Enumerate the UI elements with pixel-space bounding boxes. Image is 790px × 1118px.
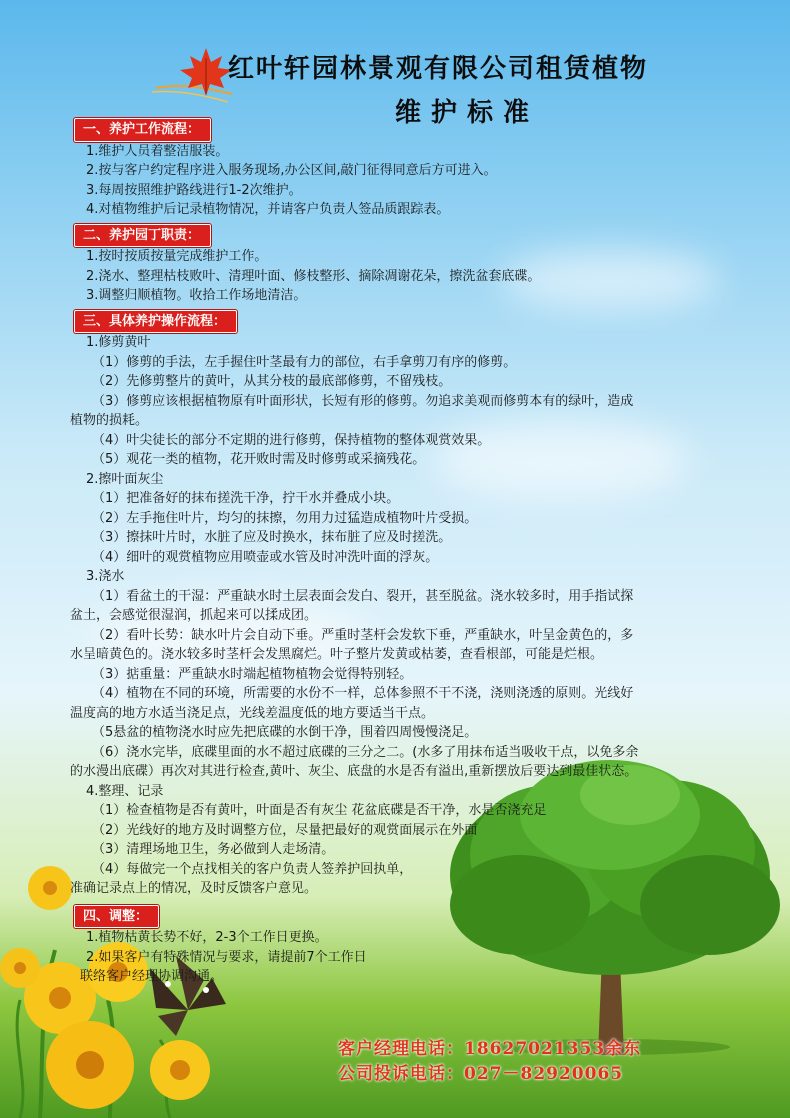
line-continuation: 的水漫出底碟）再次对其进行检查,黄叶、灰尘、底盘的水是否有溢出,重新摆放后要达到最佳状态。 [70, 764, 638, 779]
flower [28, 866, 72, 910]
section-workflow [70, 118, 730, 220]
list-item: 1.植物枯黄长势不好，2-3个工作日更换。 [86, 930, 328, 945]
procedure-heading: 4.整理、记录 [86, 783, 164, 799]
list-item: 1.按时按质按量完成维护工作。 [86, 249, 268, 264]
procedure-step: （2）先修剪整片的黄叶，从其分枝的最底部修剪，不留残枝。 [92, 374, 452, 389]
document-body [70, 118, 730, 991]
procedure-step: （5悬盆的植物浇水时应先把底碟的水倒干净，围着四周慢慢浇足。 [92, 725, 478, 740]
procedure-heading: 2.擦叶面灰尘 [86, 471, 164, 487]
flower [46, 1021, 134, 1109]
procedure-step: （4）每做完一个点找相关的客户负责人签养护回执单， [92, 861, 413, 877]
maple-leaf-logo-icon [148, 44, 238, 104]
list-item: 1.维护人员着整洁服装。 [86, 143, 229, 159]
procedure-step: （1）看盆土的干湿：严重缺水时土层表面会发白、裂开，甚至脱盆。浇水较多时，用手指试探 [92, 588, 634, 604]
procedure-step: （2）左手拖住叶片，均匀的抹擦，勿用力过猛造成植物叶片受损。 [92, 510, 478, 526]
procedure-step: （3）擦抹叶片时，水脏了应及时换水，抹布脏了应及时搓洗。 [92, 530, 452, 545]
procedure-step: （4）叶尖徒长的部分不定期的进行修剪，保持植物的整体观赏效果。 [92, 432, 491, 448]
list-item: 2.如果客户有特殊情况与要求，请提前7个工作日 [86, 949, 367, 965]
list-item-continuation: 联络客户经理协调沟通。 [80, 969, 224, 984]
procedure-step: （1）修剪的手法，左手握住叶茎最有力的部位，右手拿剪刀有序的修剪。 [92, 354, 517, 370]
procedure-step: （5）观花一类的植物，花开败时需及时修剪或采摘残花。 [92, 452, 426, 467]
procedure-step: （3）掂重量：严重缺水时端起植物植物会觉得特别轻。 [92, 666, 413, 682]
list-item: 3.调整归顺植物。收拾工作场地清洁。 [86, 288, 307, 303]
procedure-step: （6）浇水完毕，底碟里面的水不超过底碟的三分之二。(水多了用抹布适当吸收干点，以免多余 [92, 744, 639, 760]
line-continuation: 温度高的地方水适当浇足点，光线差温度低的地方要适当干点。 [70, 705, 435, 721]
complaint-phone: 公司投诉电话：027－82920065 [338, 1064, 624, 1084]
procedure-heading: 3.浇水 [86, 569, 125, 584]
procedure-step: （3）修剪应该根据植物原有叶面形状，长短有形的修剪。勿追求美观而修剪本有的绿叶，造成 [92, 393, 634, 409]
manager-phone: 客户经理电话：18627021353余东 [338, 1039, 642, 1059]
procedure-step: （1）把准备好的抹布搓洗干净，拧干水并叠成小块。 [92, 491, 400, 506]
procedure-step: （4）植物在不同的环境，所需要的水份不一样，总体参照不干不浇，浇则浇透的原则。光线好 [92, 686, 634, 701]
list-item: 3.每周按照维护路线进行1-2次维护。 [86, 182, 302, 198]
list-item: 4.对植物维护后记录植物情况，并请客户负责人签品质跟踪表。 [86, 202, 450, 217]
procedure-heading: 1.修剪黄叶 [86, 335, 151, 350]
procedure-step: （3）清理场地卫生，务必做到人走场清。 [92, 842, 335, 857]
procedure-step: （2）光线好的地方及时调整方位，尽量把最好的观赏面展示在外面 [92, 822, 478, 838]
line-continuation: 植物的损耗。 [70, 413, 149, 428]
section-adjustment [70, 905, 730, 987]
section-heading: 二、养护园丁职责： [74, 224, 211, 248]
section-heading: 三、具体养护操作流程： [74, 310, 237, 334]
procedure-step: （1）检查植物是否有黄叶，叶面是否有灰尘 花盆底碟是否干净，水是否浇充足 [92, 803, 547, 818]
section-gardener-duties [70, 224, 730, 306]
section-procedures [70, 310, 730, 899]
line-continuation: 水呈暗黄色的。浇水较多时茎杆会发黑腐烂。叶子整片发黄或枯萎，查看根部，可能是烂根。 [70, 647, 604, 662]
procedure-lines [70, 333, 730, 899]
list-item: 2.浇水、整理枯枝败叶、清理叶面、修枝整形、摘除凋谢花朵，擦洗盆套底碟。 [86, 268, 541, 284]
page-subtitle: 维护标准 [395, 98, 540, 128]
line-continuation: 盆土，会感觉很湿润，抓起来可以揉成团。 [70, 608, 318, 623]
section-heading: 四、调整： [74, 905, 159, 929]
list-item: 2.按与客户约定程序进入服务现场,办公区间,敲门征得同意后方可进入。 [86, 163, 497, 178]
section-heading: 一、养护工作流程： [74, 118, 211, 142]
flower [150, 1040, 210, 1100]
page-title: 红叶轩园林景观有限公司租赁植物 [228, 54, 649, 84]
procedure-step: （4）细叶的观赏植物应用喷壶或水管及时冲洗叶面的浮灰。 [92, 549, 439, 565]
procedure-step: （2）看叶长势：缺水叶片会自动下垂。严重时茎杆会发软下垂，严重缺水，叶呈金黄色的，多 [92, 627, 634, 643]
line-continuation: 准确记录点上的情况，及时反馈客户意见。 [70, 881, 318, 896]
flower [0, 948, 40, 988]
